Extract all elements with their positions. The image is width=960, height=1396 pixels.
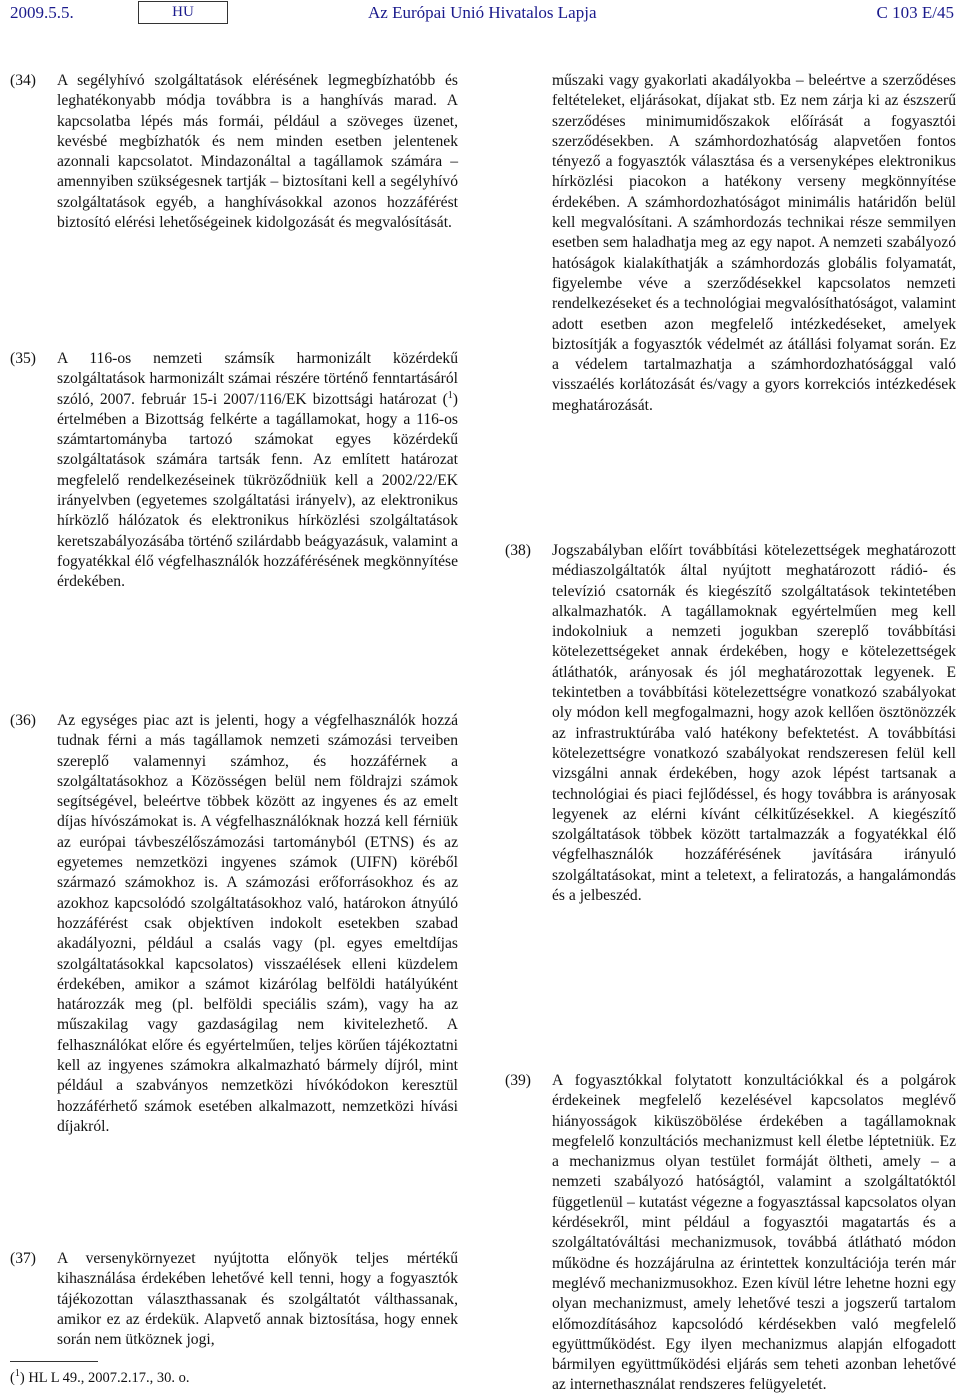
page-header: [0, 0, 960, 28]
publication-date: 2009.5.5.: [10, 3, 74, 22]
journal-title: Az Európai Unió Hivatalos Lapja: [368, 3, 597, 22]
recital-36: [10, 711, 458, 1137]
recital-34: [10, 71, 458, 233]
recital-number: (35): [10, 350, 36, 367]
recital-number: (37): [10, 1250, 36, 1267]
recital-35: [10, 349, 458, 593]
recital-text: [57, 349, 458, 593]
recital-37: [10, 1249, 458, 1350]
recital-number: (38): [505, 542, 531, 559]
recital-text: A segélyhívó szolgáltatások elérésének legmegbízhatóbb és leghatékonyabb módja továbbra is a hanghívás marad. A kapcsolatba lépés más formái, például a szöveges üzenet, kevésbé megbízhatók és nem minden esetben jelentenek azonnali kapcsolatot. Mindazonáltal a tagállamok számára – amennyiben szükségesnek tartják – biztosítani kell a segélyhívó szolgáltatások egyéb, a hanghívásokkal azonos hozzáférést biztosító elérési lehetőségeinek kidolgozását és megvalósítását.: [57, 72, 458, 232]
footnote: ($^1$) HL L 49., 2007.2.17., 30. o.: [10, 1368, 190, 1386]
recital-text: Jogszabályban előírt továbbítási kötelezettségek meghatározott médiaszolgáltatók által nyújtott meghatározott rádió- és televízió csatornák és kiegészítő szolgáltatások tekintetében alkalmazhatók. A tagállamoknak egyértelműen meg kell indokolniuk a nemzeti jogukban szereplő továbbítási kötelezettségeket annak érdekében, hogy e kötelezettségek átláthatók, arányosak és jól meghatározottak legyenek. E tekintetben a továbbítási kötelezettségre vonatkozó szabályokat oly módon kell megfogalmazni, hogy azok kellően ösztönözzék az infrastruktúrába való hatékony befektetést. A továbbítási kötelezettségre vonatkozó szabályokat rendszeresen felül kell vizsgálni annak érdekében, hogy azok lépést tartsanak a technológiai és piaci fejlődéssel, és hogy továbbra is arányosak legyenek az elérni kívánt célkitűzésekkel. A kiegészítő szolgáltatások többek között tartalmazzák a fogyatékkal élő végfelhasználók hozzáférésének javítására irányuló szolgáltatásokat, mint a teletext, a feliratozás, a hangalámondás és a jelbeszéd.: [552, 542, 956, 905]
language-badge: HU: [138, 1, 228, 24]
footnote-ref[interactable]: 1: [447, 389, 453, 401]
recital-text: A fogyasztókkal folytatott konzultációkkal és a polgárok érdekeinek megfelelő kezelésével kapcsolatos meglévő hiányosságok kiküszöbölése érdekében a tagállamoknak megfelelő konzultációs mechanizmust kell életbe léptetniük. Ez a mechanizmus olyan testület formáját öltheti, amely – a nemzeti szabályozó hatóságtól, valamint a szolgáltatóktól függetlenül – kutatást végezne a fogyasztással kapcsolatos olyan kérdésekről, mint például a fogyasztói magatartás és a szolgáltatóváltási mechanizmusok, továbbá átlátható módon működne és hozzájárulna az érintettek konzultációja terén már meglévő mechanizmusokhoz. Ezen kívül létre lehetne hozni egy olyan mechanizmust, amely lehetővé teszi a jogszerű tartalom előmozdításához kapcsolódó kérdésekben való megfelelő együttműködést. Egy ilyen mechanizmus alapján elfogadott bármilyen együttműködési eljárás sem teheti azonban lehetővé az internethasználat rendszeres felügyeletét.: [552, 1072, 956, 1394]
page-reference: C 103 E/45: [876, 3, 954, 22]
recital-number: (34): [10, 72, 36, 89]
recital-number: (36): [10, 712, 36, 729]
recital-text-part: A 116-os nemzeti számsík harmonizált közérdekű szolgáltatások harmonizált számai részére történő fenntartásáról szóló, 2007. február 15-i 2007/116/EK bizottsági határozat (: [57, 350, 458, 408]
footnote-divider: [10, 1361, 98, 1362]
recital-39: [505, 1071, 956, 1396]
footnote-number: 1: [14, 1368, 20, 1380]
recital-38: [505, 541, 956, 906]
recital-text: műszaki vagy gyakorlati akadályokba – beleértve a szerződéses feltételeket, eljárásokat, díjakat stb. Ez nem zárja ki az észszerű szerződéses minimumidőszakok előírását a fogyasztói szerződésekben. A számhordozhatóság alapvetően fontos tényező a fogyasztók választása és a versenyképes elektronikus hírközlési piacokon a hatékony verseny megkönnyítése érdekében. A számhordozhatóságot minimális határidőn belül kell megvalósítani. A számhordozás technikai része semmilyen esetben sem haladhatja meg az egy napot. A nemzeti szabályozó hatóságok kialakíthatják a számhordozás globális folyamatát, figyelembe véve a szerződésekkel kapcsolatos nemzeti rendelkezéseket és a technológiai megvalósíthatóságot, valamint adott esetben azon megfelelő intézkedéseket, amelyek biztosítják a fogyasztók védelmét az átállási folyamat során. Ez a védelem tartalmazhatja a számhordozhatósággal való visszaélés korlátozását és/vagy a gyors korrekciós intézkedések meghatározását.: [552, 72, 956, 414]
recital-text-part: ) értelmében a Bizottság felkérte a tagállamokat, hogy a 116-os számtartományba tartozó számokat egyes közérdekű szolgáltatások számára tartsák fenn. Az említett határozat megfelelő rendelkezéseinek tükröződniük kell a 2002/22/EK irányelvben (egyetemes szolgáltatási irányelv), az elektronikus hírközlő hálózatok és elektronikus hírközlési szolgáltatások keretszabályozásába történő szilárdabb beágyazásuk, valamint a fogyatékkal élő végfelhasználók hozzáférésének megkönnyítése érdekében.: [57, 390, 458, 591]
recital-number: (39): [505, 1072, 531, 1089]
recital-text: A versenykörnyezet nyújtotta előnyök teljes mértékű kihasználása érdekében lehetővé kell tenni, hogy a fogyasztók tájékozottan választhassanak és szolgáltatót válthassanak, amikor ez az érdekük. Alapvető annak biztosítása, hogy ennek során nem ütköznek jogi,: [57, 1250, 458, 1349]
recital-text: Az egységes piac azt is jelenti, hogy a végfelhasználók hozzá tudnak férni a más tagállamok nemzeti számozási terveiben szereplő valamennyi számhoz, és hozzáférnek a szolgáltatásokhoz a Közösségen belül nem földrajzi számok segítségével, beleértve többek között az ingyenes és az emelt díjas hívószámokat is. A végfelhasználóknak hozzá kell férniük az európai távbeszélőszámozási tartományból (ETNS) és az egyetemes nemzetközi ingyenes számok (UIFN) köréből származó számokhoz is. A számozási erőforrásokhoz és az azokhoz kapcsolódó szolgáltatásokhoz való, határokon átnyúló hozzáférést csak objektíven indokolt esetekben szabad akadályozni, például a csalás vagy (pl. egyes emeltdíjas szolgáltatásokkal kapcsolatos) visszaélések elleni küzdelem érdekében, amikor a számot kizárólag belföldi hatályúként határozzák meg (pl. belföldi speciális szám), vagy ha az műszakilag vagy gazdaságilag nem kivitelezhető. A felhasználókat előre és egyértelműen, teljes körűen tájékoztatni kell az ingyenes számokra alkalmazható bármely díjról, mint például a szabványos nemzetközi hívókódokon keresztül hozzáférhető számok esetében alkalmazott, nemzetközi hívási díjakról.: [57, 712, 458, 1135]
recital-37-continued: [552, 71, 956, 416]
footnote-text: HL L 49., 2007.2.17., 30. o.: [28, 1370, 190, 1386]
